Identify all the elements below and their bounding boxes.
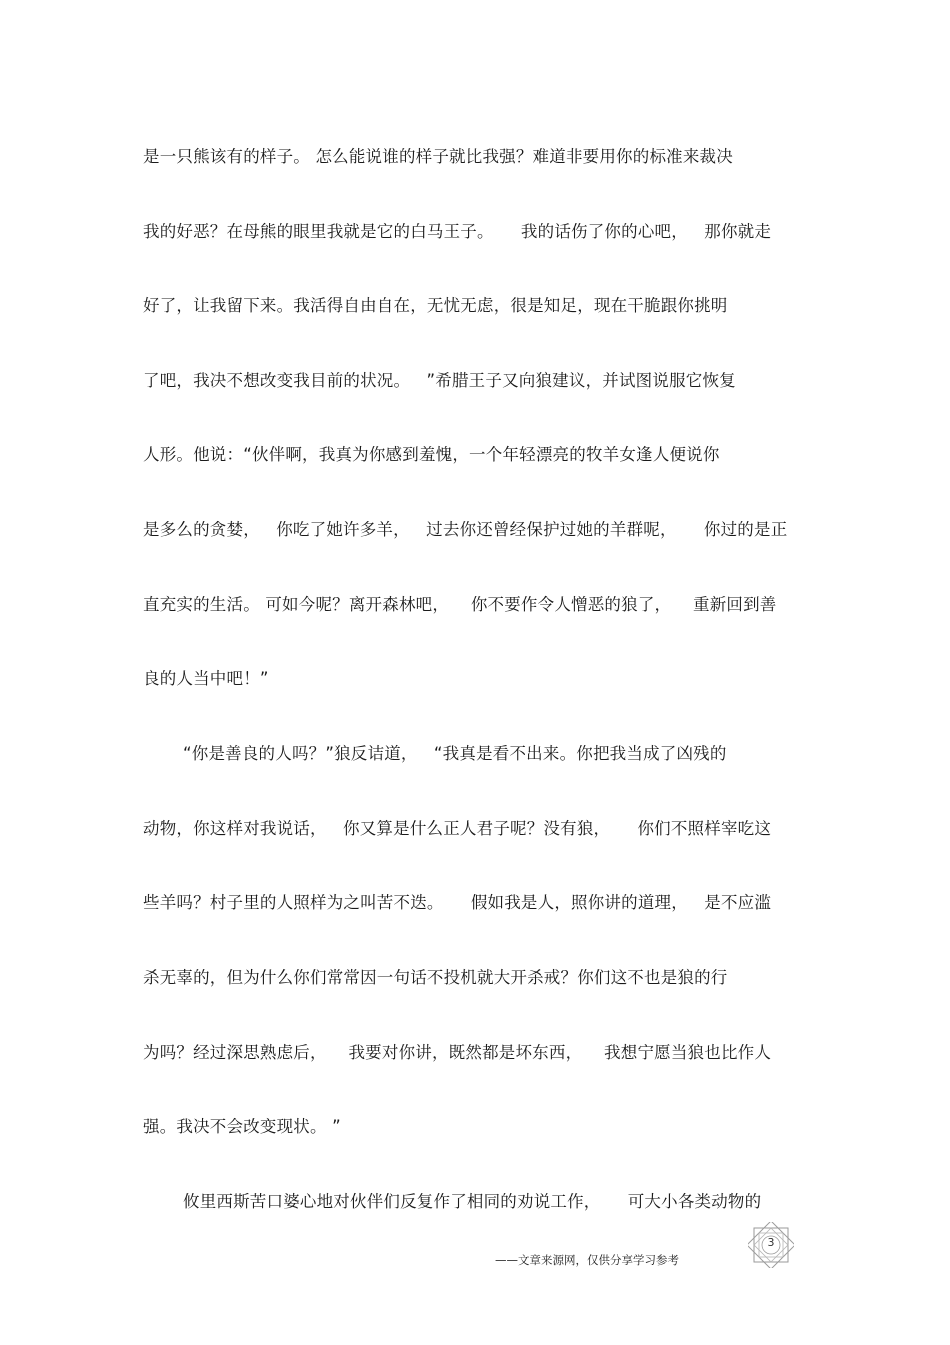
text-line-10: 动物，你这样对我说话， 你又算是什么正人君子呢？没有狼， 你们不照样宰吃这 [143, 819, 772, 838]
page-number-badge [748, 1222, 794, 1268]
text-line-4: 了吧，我决不想改变我目前的状况。 ”希腊王子又向狼建议，并试图说服它恢复 [143, 371, 736, 390]
text-line-7: 直充实的生活。 可如今呢？离开森林吧， 你不要作令人憎恶的狼了， 重新回到善 [143, 595, 777, 614]
text-line-6: 是多么的贪婪， 你吃了她许多羊， 过去你还曾经保护过她的羊群呢， 你过的是正 [143, 520, 788, 539]
page-number: 3 [767, 1236, 775, 1249]
text-line-2: 我的好恶？在母熊的眼里我就是它的白马王子。 我的话伤了你的心吧， 那你就走 [143, 222, 772, 241]
text-line-14: 强。我决不会改变现状。 ” [143, 1117, 341, 1136]
text-line-12: 杀无辜的，但为什么你们常常因一句话不投机就大开杀戒？你们这不也是狼的行 [143, 968, 728, 987]
text-line-8: 良的人当中吧！” [143, 669, 269, 688]
text-line-5: 人形。他说：“伙伴啊，我真为你感到羞愧，一个年轻漂亮的牧羊女逢人便说你 [143, 445, 720, 464]
text-line-9: “你是善良的人吗？”狼反诘道， “我真是看不出来。你把我当成了凶残的 [183, 744, 727, 763]
footer-source-note: ——文章来源网，仅供分享学习参考 [495, 1253, 679, 1267]
text-line-11: 些羊吗？村子里的人照样为之叫苦不迭。 假如我是人，照你讲的道理， 是不应滥 [143, 893, 772, 912]
text-line-1: 是一只熊该有的样子。 怎么能说谁的样子就比我强？难道非要用你的标准来裁决 [143, 147, 733, 166]
text-line-15: 攸里西斯苦口婆心地对伙伴们反复作了相同的劝说工作， 可大小各类动物的 [183, 1192, 762, 1211]
text-line-3: 好了，让我留下来。我活得自由自在，无忧无虑，很是知足，现在干脆跟你挑明 [143, 296, 728, 315]
text-line-13: 为吗？经过深思熟虑后， 我要对你讲，既然都是坏东西， 我想宁愿当狼也比作人 [143, 1043, 772, 1062]
